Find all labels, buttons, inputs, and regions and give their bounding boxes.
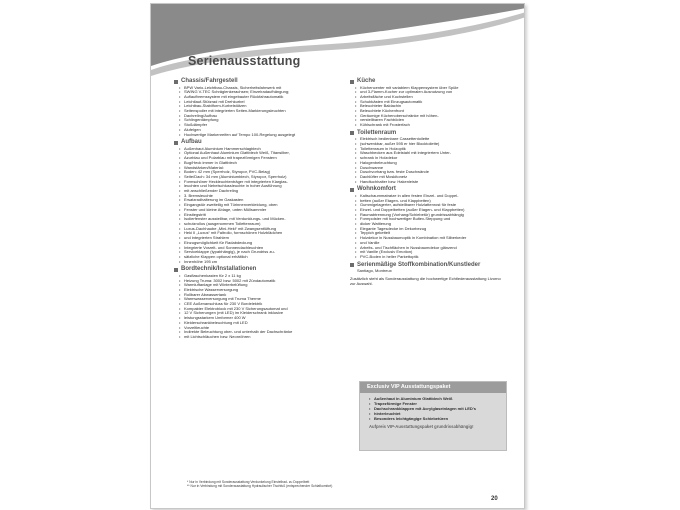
list-item-text: Beleuchteter Baldachin <box>360 103 402 109</box>
list-item-text: Arbeits- und Tischflächen in Nussbaumdekor glänzend <box>360 244 457 250</box>
vip-list-item <box>369 417 500 422</box>
bullet-icon: • <box>355 89 357 95</box>
bullet-icon: • <box>355 117 357 123</box>
leather-option-note: Zusätzlich steht als Sonderausstattung die hochwertige Echtlederausstattung Livorno zur Auswahl. <box>350 275 501 286</box>
bullet-icon: • <box>355 239 357 245</box>
square-bullet-icon <box>350 188 354 192</box>
bullet-icon: • <box>179 126 181 132</box>
section-title-text: Aufbau <box>181 139 202 146</box>
list-item-text: Schubkästen mit Einzugsautomatik <box>360 98 423 104</box>
section-list <box>174 147 344 265</box>
section-title-text: Chassis/Fahrgestell <box>181 78 238 84</box>
list-item-text: Arbeitsfläche und Kochstellen <box>360 93 413 99</box>
list-item <box>355 180 507 185</box>
bullet-icon: • <box>355 145 357 151</box>
bullet-icon: • <box>355 202 357 208</box>
list-item <box>179 133 344 138</box>
list-item-text: Einzugsmöglichkeit für Radabdeckung <box>184 239 253 245</box>
list-item-text: BPW Vario-Leichtbau-Chassis, Sicherheitsfahrwerk mit <box>184 84 282 90</box>
list-item-text: und integrierten Strahlern <box>184 235 230 241</box>
bullet-icon: • <box>355 197 357 203</box>
square-bullet-icon <box>350 131 354 135</box>
list-item-text: Elektrisch bedienbare Cassettentoilette <box>360 136 430 142</box>
list-item-text: mit Lichtschläuchen bzw. Neonröhren <box>184 333 251 339</box>
list-item-text: Elektrische Wasserversorgung <box>184 286 239 292</box>
bullet-icon: • <box>179 131 181 137</box>
bullet-icon: • <box>355 150 357 156</box>
list-item-text: Innenhöhe 195 cm <box>184 258 218 264</box>
section-title-text: Serienmäßige Stoffkombination/Kunstleder <box>357 261 481 268</box>
list-item-text: PVC-Boden in heller Parkettoptik <box>360 254 419 259</box>
bullet-icon: • <box>179 235 181 241</box>
bullet-icon: • <box>179 216 181 222</box>
bullet-icon: • <box>355 141 357 147</box>
bullet-icon: • <box>179 310 181 316</box>
bullet-icon: • <box>179 239 181 245</box>
list-item-text: Heizung Truma: 3002 bzw. 5002 mit Zündautomatik <box>184 277 276 283</box>
bullet-icon: • <box>179 197 181 203</box>
list-item-text: Duschvorhang bzw. feste Duschwände <box>360 169 429 175</box>
list-item-text: und 3-Flamm-Kocher zur optimalen Ausnutzung von <box>360 89 453 95</box>
list-item-text: Schlingerdämpfung <box>184 117 219 123</box>
bullet-icon: • <box>355 84 357 90</box>
list-item-text: 3. Bremsleuchte <box>184 192 213 198</box>
bullet-icon: • <box>179 192 181 198</box>
bullet-icon: • <box>355 244 357 250</box>
list-item-text: Boden: 42 mm (Sperrholz, Styropor, PVC-Belag) <box>184 169 271 175</box>
list-item-text: Hochwertige Markenreifen auf Tempo 100-Regelung ausgelegt <box>184 131 296 137</box>
bullet-icon: • <box>355 103 357 109</box>
list-item-text: Bug/Heck immer in Glattblech <box>184 159 237 165</box>
list-item-text: Optional Außenhaut Aluminium Glattblech Weiß, Titansilber, <box>184 150 290 156</box>
list-item-text: Teppich gekettelt <box>360 230 391 236</box>
square-bullet-icon <box>350 80 354 84</box>
list-item <box>355 123 507 128</box>
list-item-text: Azurblau und Polarblau mit trapezförmigen Fenstern <box>184 155 277 161</box>
list-item-text: verstellbaren Fachböden <box>360 117 405 123</box>
bullet-icon: • <box>179 145 181 151</box>
list-item-text: Formschöner Heckleuchtenträger mit integrierten Klarglas- <box>184 178 288 184</box>
list-item-text: mit Vanille (Exclusiv Emotion) <box>360 249 413 255</box>
bullet-icon: • <box>179 211 181 217</box>
list-item-text: betten (außer Etagen- und Klappbetten) <box>360 197 431 203</box>
vip-package-list <box>360 393 506 422</box>
bullet-icon: • <box>369 396 371 401</box>
section-text: Santiago, Montreux <box>357 268 392 274</box>
bullet-icon: • <box>179 249 181 255</box>
list-item-text: und Vanille <box>360 239 380 245</box>
bullet-icon: • <box>179 225 181 231</box>
bullet-icon: • <box>355 254 357 259</box>
bullet-icon: • <box>355 206 357 212</box>
list-item-text: Serviceklappe (typabhängig), je nach Grundriss zu- <box>184 249 275 255</box>
section-list <box>350 194 507 260</box>
list-item-text: Kompakter Elektroblock mit 230 V Sicherungsautomat und <box>184 305 288 311</box>
bullet-icon: • <box>355 221 357 227</box>
list-item-text: dicker Wattierung <box>360 221 391 227</box>
bullet-icon: • <box>179 202 181 208</box>
list-item-text: leuchten und Nebelschlussleuchte in hoher Ausführung <box>184 183 282 189</box>
bullet-icon: • <box>355 230 357 236</box>
list-item-text: CEE Außenanschluss für 230 V Bordelektrik <box>184 301 263 307</box>
bullet-icon: • <box>369 405 371 411</box>
square-bullet-icon <box>174 268 178 272</box>
bullet-icon: • <box>369 415 371 421</box>
bullet-icon: • <box>179 164 181 170</box>
section-list <box>174 86 344 138</box>
list-item-text: Raumabtrennung (Vorhang/Schiebetür) grundrissabhängig <box>360 211 464 217</box>
list-item <box>355 255 507 260</box>
page-title: Serienausstattung <box>188 54 301 68</box>
section-title-text: Toilettenraum <box>357 129 397 136</box>
footnote-1: * Nur in Verbindung mit Sonderausstattung Verdunkelung Einstellrad- zu Doppelbett <box>187 480 310 484</box>
bullet-icon: • <box>179 117 181 123</box>
list-item-text: Holzdekor in Nussbaumoptik in Kombination mit Silberkeder <box>360 235 467 241</box>
bullet-icon: • <box>179 230 181 236</box>
list-item-text: Außenhaut Aluminium Hammerschlagblech <box>184 145 261 151</box>
list-item-text: Kühlschrank mit Frosterfach <box>360 122 410 128</box>
bullet-icon: • <box>355 169 357 175</box>
list-item-text: Warmluftanlage mit Winterbelüftung <box>184 282 248 288</box>
list-item-text: Vorzeltleuchte <box>184 324 210 330</box>
list-item-text: Einstiegstritt <box>184 211 206 217</box>
list-item-text: Alufelgen <box>184 126 201 132</box>
bullet-icon: • <box>355 136 357 142</box>
list-item-text: Duschwanne <box>360 164 384 170</box>
list-item-text: Seite/Dach: 34 mm (Aluminiumblech, Styropor, Sperrholz) <box>184 173 287 179</box>
bullet-icon: • <box>355 159 357 165</box>
bullet-icon: • <box>179 206 181 212</box>
section-list <box>174 274 344 340</box>
bullet-icon: • <box>355 178 357 184</box>
bullet-icon: • <box>369 410 371 416</box>
square-bullet-icon <box>174 141 178 145</box>
list-item-text: schrank in Holzdekor <box>360 155 398 161</box>
list-item-text: Kleiderschrankbeleuchtung mit LED <box>184 319 248 325</box>
list-item-text: Kaltschaummatratze in allen festen Einzel- und Doppel- <box>360 192 459 198</box>
section-bordtechnik-installationen <box>174 266 344 339</box>
bullet-icon: • <box>179 183 181 189</box>
list-item-text: Auflaufbremssystem mit eingebauter Rückfahrautomatik <box>184 93 284 99</box>
list-item-text: Waschbecken aus Edelstahl mit integriertem Unter- <box>360 150 451 156</box>
section-wohnkomfort <box>350 186 507 259</box>
list-item-text: SWING V-TEC Schräglenkerachsen; Einzelradaufhängung; <box>184 89 290 95</box>
list-item-text: Indirekte Beleuchtung ober- und unterhalb der Dachschränke <box>184 329 293 335</box>
list-item-text: Küchencenter mit variablem Klappensystem über Spüle <box>360 84 459 90</box>
bullet-icon: • <box>179 253 181 259</box>
bullet-icon: • <box>179 89 181 95</box>
bullet-icon: • <box>179 178 181 184</box>
vip-package-note: Aufpreis VIP-Ausstattungspaket grundrissabhängig! <box>369 423 474 429</box>
bullet-icon: • <box>179 188 181 194</box>
bullet-icon: • <box>355 164 357 170</box>
list-item-text: Ersatzradhalterung im Gaskasten <box>184 197 244 203</box>
bullet-icon: • <box>179 244 181 250</box>
list-item-text: Geräumige Küchenoberschränke mit höhen- <box>360 112 439 118</box>
vip-list-item-text: hinterleuchtet <box>374 410 401 416</box>
footnotes <box>187 480 437 488</box>
bullet-icon: • <box>179 333 181 339</box>
vip-list-item-text: Trapezförmige Fenster <box>374 400 417 406</box>
list-item-text: leistungsstarkem Umformer 400 W <box>184 315 246 321</box>
list-item-text: Stoßdämpfer <box>184 122 208 128</box>
list-item-text: Eingangstür zweiteilig mit Türinnenverkleidung, oben <box>184 202 278 208</box>
section-title-text: Küche <box>357 78 376 84</box>
bullet-icon: • <box>179 108 181 114</box>
bullet-icon: • <box>355 225 357 231</box>
section-toilettenraum <box>350 130 507 185</box>
list-item-text: Formpolster mit hochwertiger Bultex-Steppung und <box>360 216 451 222</box>
bullet-icon: • <box>179 173 181 179</box>
bullet-icon: • <box>179 286 181 292</box>
section-title-text: Bordtechnik/Installationen <box>181 266 257 273</box>
list-item <box>179 335 344 340</box>
section-aufbau <box>174 139 344 264</box>
header-swoosh-graphic <box>151 4 525 84</box>
list-item-text: Einzel- und Doppelbetten (außer Etagen- und Klappbetten) <box>360 206 465 212</box>
bullet-icon: • <box>179 155 181 161</box>
vip-list-item-text: Dachschrankklappen mit Acrylglaseinlagen mit LED's <box>374 405 476 411</box>
list-item-text: sätzliche Klappen optional erhältlich <box>184 253 248 259</box>
bullet-icon: • <box>355 93 357 99</box>
bullet-icon: • <box>179 301 181 307</box>
list-item-text: Warmwasserversorgung mit Truma Therme <box>184 296 261 302</box>
bullet-icon: • <box>355 192 357 198</box>
list-item-text: 12 V Sicherungen (mit LED) im Kleiderschrank inklusive <box>184 310 284 316</box>
right-column <box>350 78 507 286</box>
list-item-text: Integrierte Vorzelt- und Sonnendachleuchten <box>184 244 264 250</box>
list-item-text: Leichtlauf-Stützrad mit Drehkurbel <box>184 98 245 104</box>
list-item-text: mit anschließender Dachreling <box>184 188 239 194</box>
bullet-icon: • <box>369 400 371 406</box>
bullet-icon: • <box>179 272 181 278</box>
section-title-text: Wohnkomfort <box>357 186 396 193</box>
footnote-2: ** Nur in Verbindung mit Sonderausstattung Hydraulischer Tischfuß (entsprechender Schlafkomfort) <box>187 484 333 489</box>
list-item-text: Handtuchhalter bzw. Hakenleiste <box>360 178 419 184</box>
bullet-icon: • <box>355 108 357 114</box>
square-bullet-icon <box>350 263 354 267</box>
list-item-text: Fenster und kleine Ablage, unten Müllsammler <box>184 206 267 212</box>
bullet-icon: • <box>179 258 181 264</box>
list-item-text: Isolierfenster ausstellbar, mit Verdunklungs- und Mücken- <box>184 216 286 222</box>
bullet-icon: • <box>179 282 181 288</box>
list-item-text: Halogenbeleuchtung <box>360 159 397 165</box>
left-column <box>174 78 344 342</box>
list-item-text: Seitenspoiler mit integrierten Seiten-Markierungsleuchten <box>184 108 286 114</box>
vip-list-item-text: Besonders leichtgängige Schiebetüren <box>374 415 449 421</box>
list-item-text: Leichtbau-Stabilform-Kurbelstützen <box>184 103 247 109</box>
vip-list-item-text: Außenhaut in Aluminium Glattblech Weiß <box>374 396 453 401</box>
list-item <box>179 260 344 265</box>
bullet-icon: • <box>179 305 181 311</box>
bullet-icon: • <box>179 98 181 104</box>
bullet-icon: • <box>179 319 181 325</box>
bullet-icon: • <box>355 249 357 255</box>
bullet-icon: • <box>179 103 181 109</box>
brochure-page <box>150 3 525 509</box>
bullet-icon: • <box>179 296 181 302</box>
bullet-icon: • <box>355 235 357 241</box>
bullet-icon: • <box>179 112 181 118</box>
bullet-icon: • <box>179 291 181 297</box>
section-serienmaessige-stoffkombination-kunstleder <box>350 262 507 274</box>
bullet-icon: • <box>355 155 357 161</box>
bullet-icon: • <box>179 324 181 330</box>
list-item-text: Gasflaschenkasten für 2 x 11 kg <box>184 272 241 278</box>
bullet-icon: • <box>179 329 181 335</box>
list-item-text: Gummigelagerter, aufstellbarer Holzlattenrost für feste <box>360 202 457 208</box>
bullet-icon: • <box>179 315 181 321</box>
bullet-icon: • <box>355 112 357 118</box>
list-item-text: Luxus-Dachhaube „Mini-Heki“ mit Zwangsentlüftung <box>184 225 277 231</box>
section-list <box>350 86 507 128</box>
bullet-icon: • <box>179 150 181 156</box>
section-kueche <box>350 78 507 128</box>
bullet-icon: • <box>355 173 357 179</box>
section-list <box>350 137 507 184</box>
bullet-icon: • <box>179 93 181 99</box>
bullet-icon: • <box>179 169 181 175</box>
list-item-text: Dachlüfter mit Moskitonetz <box>360 173 408 179</box>
bullet-icon: • <box>179 84 181 90</box>
bullet-icon: • <box>179 122 181 128</box>
vip-package-title: Exclusiv VIP Ausstattungspaket <box>360 382 506 393</box>
bullet-icon: • <box>179 277 181 283</box>
list-item-text: Elegante Tagesdecke im Dekorbezug <box>360 225 427 231</box>
list-item-text: Rollbarer Abwassertank <box>184 291 227 297</box>
bullet-icon: • <box>355 211 357 217</box>
bullet-icon: • <box>179 159 181 165</box>
list-item-text: Dachreling/Aufbau <box>184 112 217 118</box>
list-item-text: Beleuchtete Küchenfront <box>360 108 404 114</box>
vip-package-box <box>359 381 507 451</box>
list-item-text: Toilettenraum in Holzoptik <box>360 145 406 151</box>
square-bullet-icon <box>174 80 178 84</box>
list-item-text: Heki II „Luxus“ mit Faltrollo, formschönen Holzblädchen <box>184 230 283 236</box>
bullet-icon: • <box>179 220 181 226</box>
list-item-text: schutzrollos (ausgenommen Toilettenraum) <box>184 220 261 226</box>
list-item-text: (schwenkbar, außer 595 er hier Blocktoilette) <box>360 141 440 147</box>
page-number: 20 <box>491 496 498 502</box>
bullet-icon: • <box>355 216 357 222</box>
bullet-icon: • <box>355 98 357 104</box>
bullet-icon: • <box>355 122 357 128</box>
list-item-text: Wandstärken/Material: <box>184 164 224 170</box>
section-chassis-fahrgestell <box>174 78 344 137</box>
